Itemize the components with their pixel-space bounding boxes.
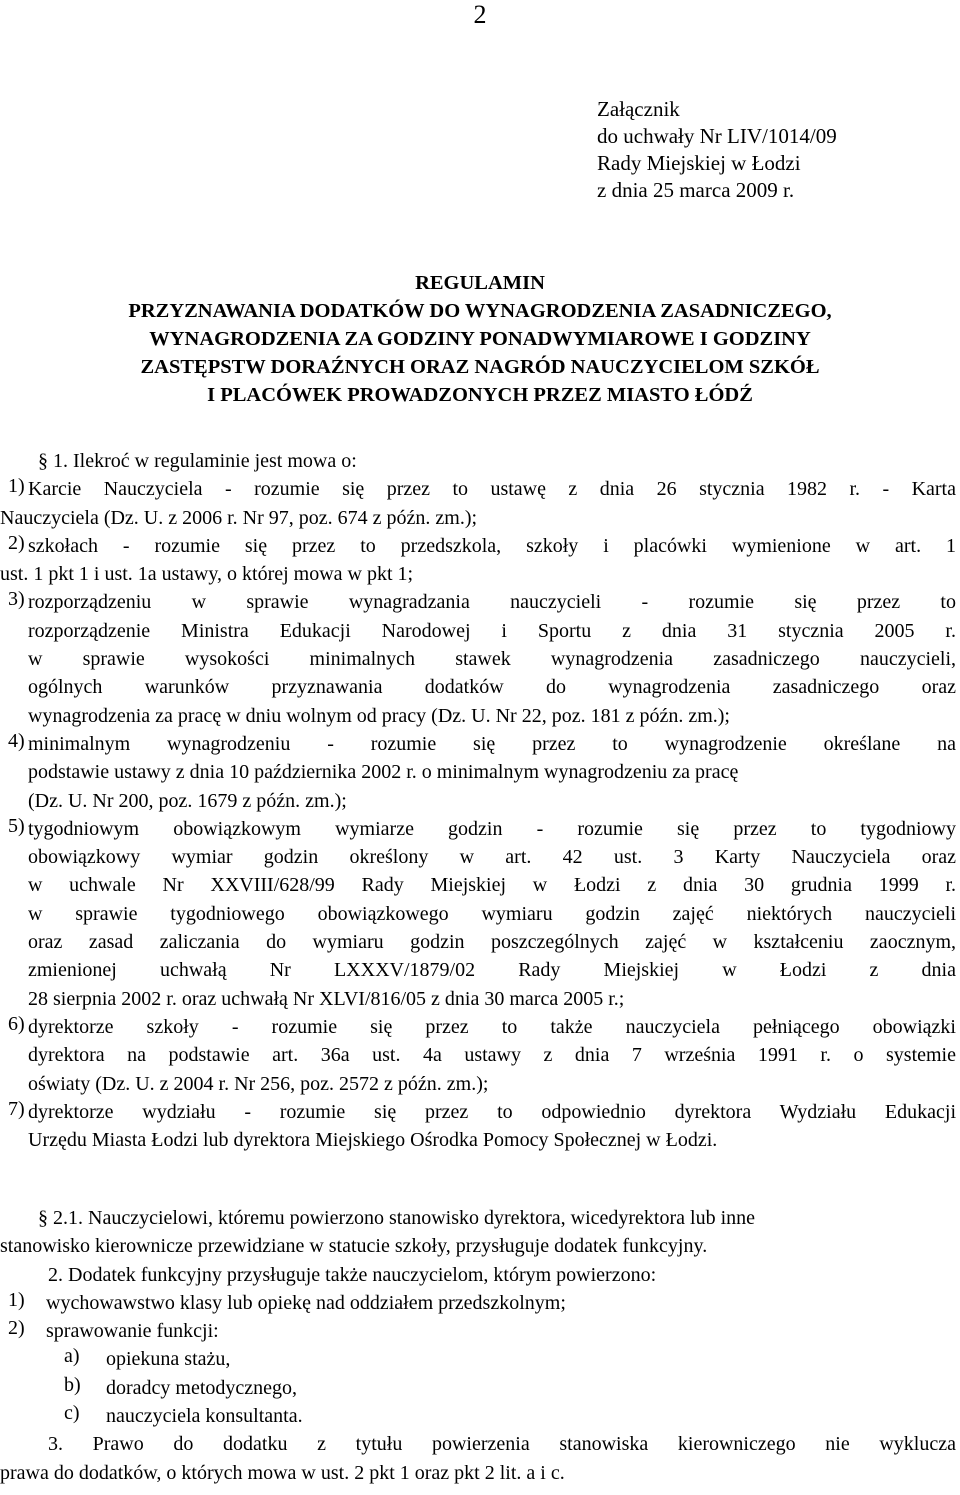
title-line: REGULAMIN xyxy=(415,272,545,294)
section-2-paragraph-1-cont: stanowisko kierownicze przewidziane w statucie szkoły, przysługuje dodatek funkcyjny. xyxy=(0,1235,708,1258)
item-number: 2) xyxy=(8,1317,25,1340)
function-subitem xyxy=(0,1374,960,1402)
subitem-letter: b) xyxy=(64,1373,81,1396)
function-item xyxy=(0,1289,960,1317)
item-text: w sprawie wysokości minimalnych stawek wynagrodzenia zasadniczego nauczycieli, xyxy=(28,648,956,671)
item-text: ust. 1 pkt 1 i ust. 1a ustawy, o której mowa w pkt 1; xyxy=(0,563,414,586)
section-2-paragraph-2: 2. Dodatek funkcyjny przysługuje także nauczycielom, którym powierzono: xyxy=(48,1263,657,1286)
item-number: 2) xyxy=(8,531,25,554)
item-text: oświaty (Dz. U. z 2004 r. Nr 256, poz. 2572 z późn. zm.); xyxy=(28,1072,489,1095)
definition-list xyxy=(0,475,960,1154)
item-text: szkołach - rozumie się przez to przedszkola, szkoły i placówki wymienione w art. 1 xyxy=(28,534,956,557)
title-line: ZASTĘPSTW DORAŹNYCH ORAZ NAGRÓD NAUCZYCIELOM SZKÓŁ xyxy=(140,356,820,378)
item-text: minimalnym wynagrodzeniu - rozumie się przez to wynagrodzenie określane na xyxy=(28,732,956,755)
item-text: rozporządzeniu w sprawie wynagradzania nauczycieli - rozumie się przez to xyxy=(28,591,956,614)
item-text: sprawowanie funkcji: xyxy=(46,1320,219,1343)
annex-line: Załącznik xyxy=(597,97,680,121)
item-text: wychowawstwo klasy lub opiekę nad oddziałem przedszkolnym; xyxy=(46,1291,566,1314)
section-1-header: § 1. Ilekroć w regulaminie jest mowa o: xyxy=(38,450,357,472)
item-number: 1) xyxy=(8,1288,25,1311)
regulation-title xyxy=(0,269,960,409)
item-text: dyrektorze szkoły - rozumie się przez to także nauczyciela pełniącego obowiązki xyxy=(28,1015,956,1038)
item-number: 4) xyxy=(8,729,25,752)
section-2-paragraph-1: § 2.1. Nauczycielowi, któremu powierzono stanowisko dyrektora, wicedyrektora lub inne xyxy=(38,1207,756,1229)
subitem-letter: a) xyxy=(64,1345,80,1368)
definition-item xyxy=(0,475,956,532)
item-number: 6) xyxy=(8,1012,25,1035)
item-number: 5) xyxy=(8,814,25,837)
item-text: wynagrodzenia za pracę w dniu wolnym od pracy (Dz. U. Nr 22, poz. 181 z późn. zm.); xyxy=(28,704,730,727)
subitem-text: doradcy metodycznego, xyxy=(106,1376,298,1399)
item-number: 3) xyxy=(8,588,25,611)
section-2-paragraph-3: 3. Prawo do dodatku z tytułu powierzenia stanowiska kierowniczego nie wyklucza xyxy=(48,1433,956,1456)
item-text: ogólnych warunków przyznawania dodatków do wynagrodzenia zasadniczego oraz xyxy=(28,676,956,699)
page-number: 2 xyxy=(473,0,487,29)
definition-item xyxy=(8,588,956,729)
title-line: PRZYZNAWANIA DODATKÓW DO WYNAGRODZENIA ZASADNICZEGO, xyxy=(128,300,832,322)
item-text: zmienionej uchwałą Nr LXXXV/1879/02 Rady Miejskiej w Łodzi z dnia xyxy=(28,959,956,982)
annex-line: do uchwały Nr LIV/1014/09 xyxy=(597,124,837,148)
function-subitem xyxy=(0,1402,960,1430)
item-text: dyrektorze wydziału - rozumie się przez to odpowiednio dyrektora Wydziału Edukacji xyxy=(28,1100,956,1123)
function-subitem xyxy=(0,1345,960,1373)
item-number: 1) xyxy=(8,475,25,498)
item-text: w uchwale Nr XXVIII/628/99 Rady Miejskiej w Łodzi z dnia 30 grudnia 1999 r. xyxy=(28,874,956,897)
function-item xyxy=(0,1317,960,1345)
definition-item xyxy=(8,1013,956,1098)
annex-header xyxy=(597,96,837,204)
section-2-paragraph-3-cont: prawa do dodatków, o których mowa w ust. 2 pkt 1 oraz pkt 2 lit. a i c. xyxy=(0,1461,565,1484)
definition-item xyxy=(8,1098,956,1155)
subitem-text: opiekuna stażu, xyxy=(106,1348,231,1371)
item-text: Karcie Nauczyciela - rozumie się przez to ustawę z dnia 26 stycznia 1982 r. - Karta xyxy=(28,478,956,501)
title-line: WYNAGRODZENIA ZA GODZINY PONADWYMIAROWE I GODZINY xyxy=(149,328,811,350)
item-text: 28 sierpnia 2002 r. oraz uchwałą Nr XLVI/816/05 z dnia 30 marca 2005 r.; xyxy=(28,987,625,1010)
definition-item xyxy=(8,815,956,1013)
item-text: Urzędu Miasta Łodzi lub dyrektora Miejskiego Ośrodka Pomocy Społecznej w Łodzi. xyxy=(28,1129,718,1152)
subitem-text: nauczyciela konsultanta. xyxy=(106,1405,303,1428)
item-text: dyrektora na podstawie art. 36a ust. 4a ustawy z dnia 7 września 1991 r. o systemie xyxy=(28,1044,956,1067)
section-1 xyxy=(0,447,960,1154)
item-text: podstawie ustawy z dnia 10 października 2002 r. o minimalnym wynagrodzeniu za pracę xyxy=(28,761,739,784)
item-number: 7) xyxy=(8,1097,25,1120)
item-text: oraz zasad zaliczania do wymiaru godzin poszczególnych zajęć w kształceniu zaocznym, xyxy=(28,931,956,954)
item-text: (Dz. U. Nr 200, poz. 1679 z późn. zm.); xyxy=(28,789,347,812)
title-line: I PLACÓWEK PROWADZONYCH PRZEZ MIASTO ŁÓDŹ xyxy=(207,384,753,406)
item-text: tygodniowym obowiązkowym wymiarze godzin - rozumie się przez to tygodniowy xyxy=(28,817,956,840)
subitem-letter: c) xyxy=(64,1402,80,1425)
definition-item xyxy=(0,531,956,589)
item-text: rozporządzenie Ministra Edukacji Narodowej i Sportu z dnia 31 stycznia 2005 r. xyxy=(28,619,956,642)
annex-line: Rady Miejskiej w Łodzi xyxy=(597,151,801,175)
item-text: w sprawie tygodniowego obowiązkowego wymiaru godzin zajęć niektórych nauczycieli xyxy=(28,902,956,925)
annex-line: z dnia 25 marca 2009 r. xyxy=(597,178,795,202)
section-2 xyxy=(0,1204,960,1487)
item-text: obowiązkowy wymiar godzin określony w art. 42 ust. 3 Karty Nauczyciela oraz xyxy=(28,846,956,869)
definition-item xyxy=(8,730,956,815)
item-text: Nauczyciela (Dz. U. z 2006 r. Nr 97, poz. 674 z późn. zm.); xyxy=(0,506,478,529)
